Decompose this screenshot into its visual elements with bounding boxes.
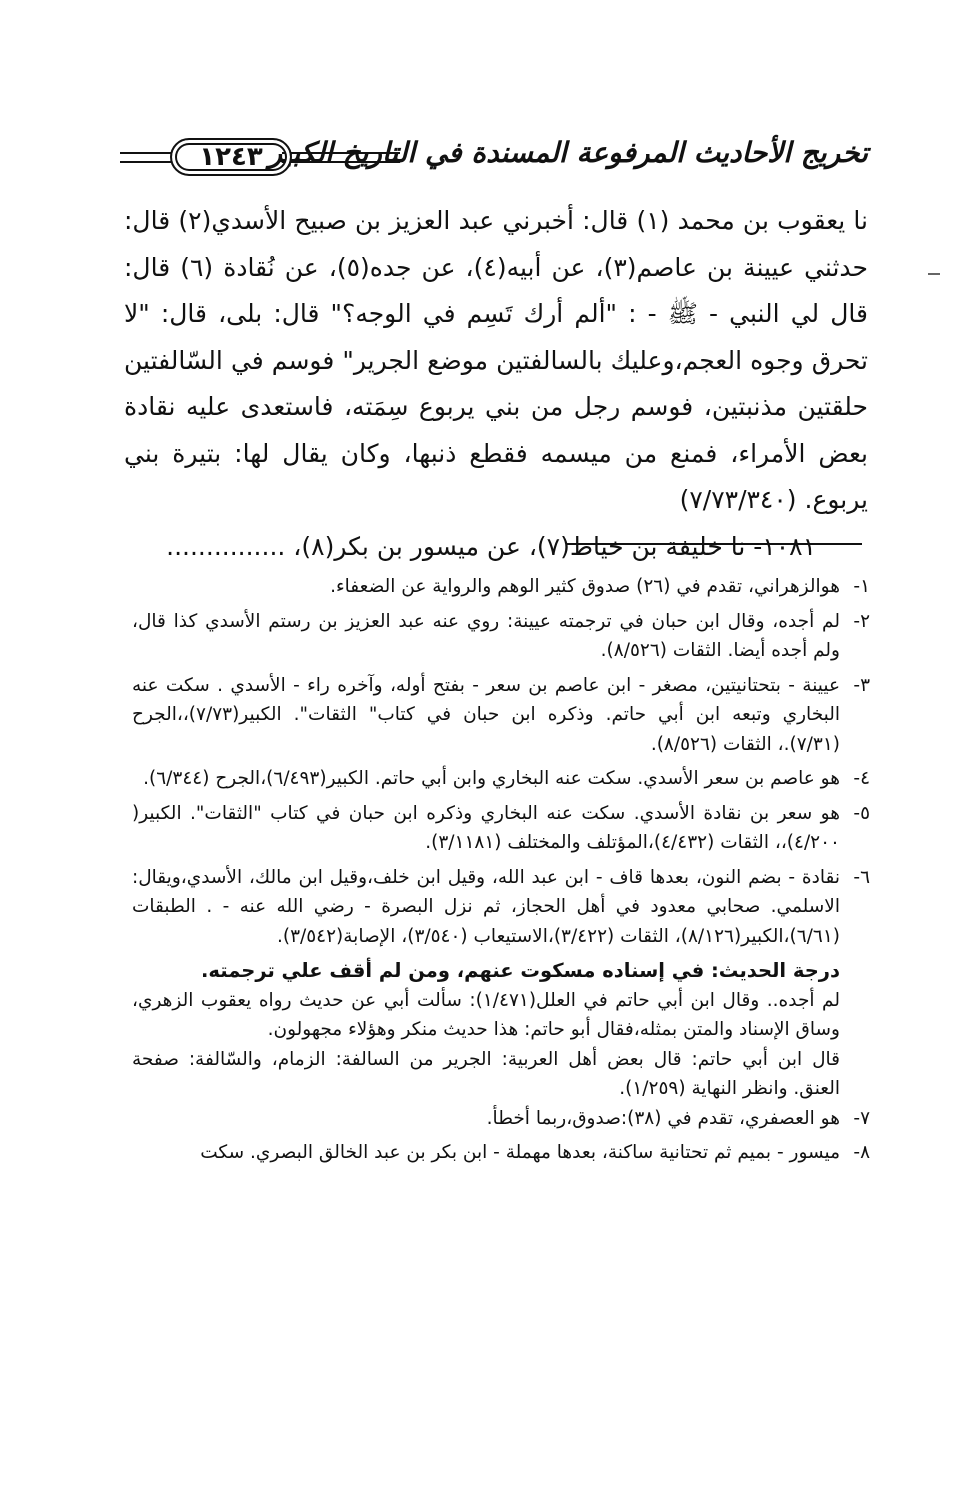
footnote (132, 671, 870, 760)
margin-mark (928, 273, 940, 275)
footnote-number: ٢- (853, 610, 870, 632)
footnote-text: هو العصفري، تقدم في (٣٨):صدوق،ربما أخطأ. (486, 1107, 840, 1129)
footnote-text: هوالزهراني، تقدم في (٢٦) صدوق كثير الوهم والرواية عن الضعفاء. (330, 576, 840, 597)
footnote-separator (566, 543, 862, 545)
footnote-number: ٦- (853, 866, 870, 888)
footnote-number: ٨- (853, 1142, 870, 1163)
footnote-number: ٧- (853, 1107, 870, 1129)
running-title: تخريج الأحاديث المرفوعة المسندة في التاريخ الكبير (268, 136, 868, 169)
footnote-text: هو سعر بن نقادة الأسدي. سكت عنه البخاري وذكره ابن حبان في كتاب "الثقات". الكبير( ٤/٢٠٠)،، الثقات (٤/٤٣٢)،المؤتلف والمختلف (٣/١١٨١). (132, 802, 840, 853)
footnote (132, 764, 870, 794)
footnote-number: ٥- (853, 802, 870, 824)
footnote-text: هو عاصم بن سعر الأسدي. سكت عنه البخاري وابن أبي حاتم. الكبير(٦/٤٩٣)،الجرح (٦/٣٤٤). (143, 768, 840, 789)
footnotes (132, 572, 870, 1173)
footnote-text: لم أجده، وقال ابن حبان في ترجمته عيينة: روي عنه عبد العزيز بن رستم الأسدي كذا قال، ولم أجده أيضا. الثقات (٨/٥٢٦). (132, 610, 840, 661)
footnote-number: ٣- (853, 674, 870, 696)
footnote-text: ميسور - بميم ثم تحتانية ساكنة، بعدها مهملة - ابن بكر بن عبد الخالق البصري. سكت (200, 1142, 840, 1163)
grade-line: قال ابن أبي حاتم: قال بعض أهل العربية: الجرير من السالفة: الزمام، والسّالفة: صفحة العنق. وانظر النهاية (١/٢٥٩). (132, 1048, 840, 1099)
footnote (132, 799, 870, 858)
footnote (132, 1104, 870, 1134)
next-entry: ١٠٨١- نا خليفة بن خياط(٧)، عن ميسور بن بكر(٨)، ............... (166, 531, 816, 561)
hadith-grade (132, 956, 840, 1104)
footnote-number: ١- (853, 576, 870, 597)
header-rule-right (282, 152, 400, 163)
grade-line: لم أجده.. وقال ابن أبي حاتم في العلل(١/٤٧١): سألت أبي عن حديث رواه يعقوب الزهري، وساق الإسناد والمتن بمثله،فقال أبو حاتم: هذا حديث منكر وهؤلاء مجهولون. (132, 989, 840, 1040)
footnote (132, 607, 870, 666)
footnote (132, 863, 870, 952)
footnote (132, 572, 870, 602)
hadith-paragraph: نا يعقوب بن محمد (١) قال: أخبرني عبد العزيز بن صبيح الأسدي(٢) قال: حدثني عيينة بن عاصم(٣)، عن أبيه(٤)، عن جده(٥)، عن نُقادة (٦) قال: قال لي النبي - ﷺ - : "ألم أرك تَسِم في الوجه؟" قال: بلى، قال: "لا تحرق وجوه العجم،وعليك بالسالفتين موضع الجرير" فوسم في السّالفتين حلقتين مذنبتين، فوسم رجل من بني يربوع سِمَته، فاستعدى عليه نقادة بعض الأمراء، فمنع من ميسمه فقطع ذنبها، وكان يقال لها: بتيرة بني يربوع. (٧/٧٣/٣٤٠) (124, 206, 869, 514)
main-text (124, 198, 868, 570)
footnote-number: ٤- (853, 768, 870, 789)
footnote-text: نقادة - بضم النون، بعدها قاف - ابن عبد الله، وقيل ابن خلف،وقيل ابن مالك، الأسدي،ويقال: الاسلمي. صحابي معدود في أهل الحجاز، ثم نزل البصرة - رضي الله عنه - . الطبقات (٦/٦١)،الكبير(٨/١٢٦)، الثقات (٣/٤٢٢)،الاستيعاب (٣/٥٤٠)، الإصابة(٣/٥٤٢). (132, 866, 840, 947)
page-number-badge: ١٢٤٣ (170, 138, 292, 176)
grade-heading: درجة الحديث: في إسناده مسكوت عنهم، ومن لم أقف علي ترجمته. (201, 959, 840, 982)
header-rule-left (120, 152, 172, 163)
footnote-text: عيينة - بتحتانيتين، مصغر - ابن عاصم بن سعر - بفتح أوله، وآخره راء - الأسدي . سكت عنه البخاري وتبعه ابن أبي حاتم. وذكره ابن حبان في كتاب" الثقات". الكبير(٧/٧٣)،،الجرح (٧/٣١).، الثقات (٨/٥٢٦). (132, 674, 840, 755)
footnote (132, 1138, 870, 1168)
